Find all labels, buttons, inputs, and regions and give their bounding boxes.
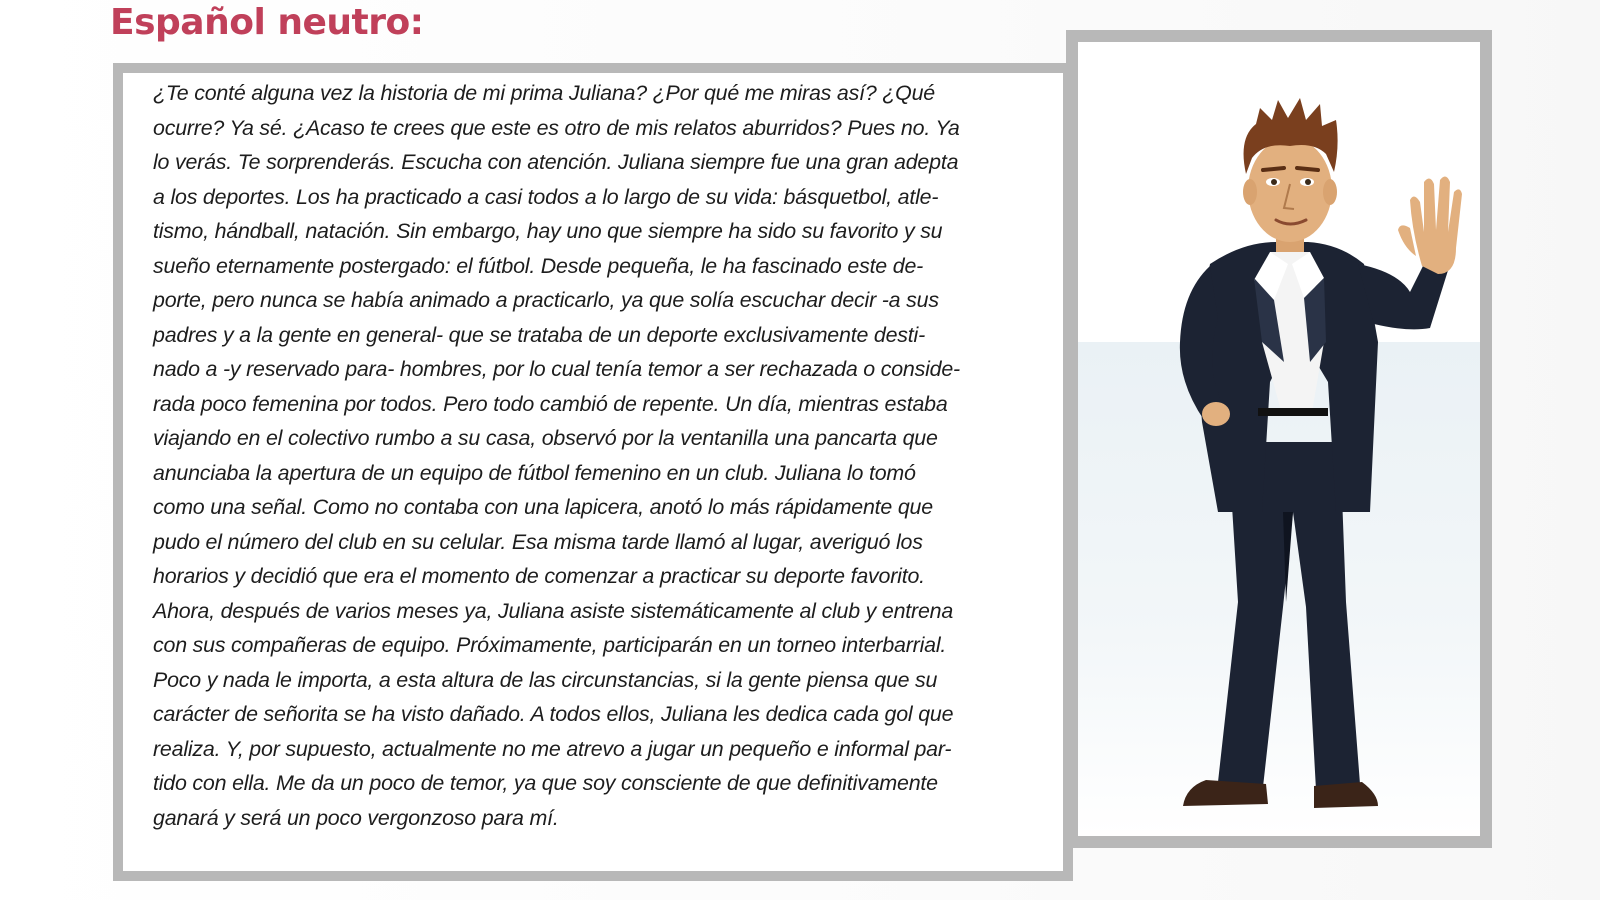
illustration-panel xyxy=(1078,42,1480,836)
story-line: ganará y será un poco vergonzoso para mí. xyxy=(153,805,559,830)
story-line: realiza. Y, por supuesto, actualmente no me atrevo a jugar un pequeño e informal par- xyxy=(153,736,952,761)
story-line: horarios y decidió que era el momento de comenzar a practicar su deporte favorito. xyxy=(153,564,925,588)
story-line: sueño eternamente postergado: el fútbol. Desde pequeña, le ha fascinado este de- xyxy=(153,253,924,278)
face xyxy=(1248,138,1332,242)
story-line: viajando en el colectivo rumbo a su casa, observó por la ventanilla una pancarta que xyxy=(153,426,938,450)
story-line: como una señal. Como no contaba con una lapicera, anotó lo más rápidamente que xyxy=(153,495,933,519)
story-line: ocurre? Ya sé. ¿Acaso te crees que este es otro de mis relatos aburridos? Pues no. Ya xyxy=(153,115,960,140)
story-line: Ahora, después de varios meses ya, Juliana asiste sistemáticamente al club y entrena xyxy=(153,598,954,623)
story-line: lo verás. Te sorprenderás. Escucha con atención. Juliana siempre fue una gran adepta xyxy=(153,150,959,174)
story-line: ¿Te conté alguna vez la historia de mi prima Juliana? ¿Por qué me miras así? ¿Qué xyxy=(153,81,935,105)
story-line: porte, pero nunca se había animado a practicarlo, ya que solía escuchar decir -a sus xyxy=(153,288,939,312)
story-line: carácter de señorita se ha visto dañado. A todos ellos, Juliana les dedica cada gol que xyxy=(153,702,954,726)
waving-man-icon xyxy=(1078,42,1480,836)
left-shoe xyxy=(1183,780,1268,806)
story-line: Poco y nada le importa, a esta altura de las circunstancias, si la gente piensa que su xyxy=(153,667,938,692)
story-line: pudo el número del club en su celular. Esa misma tarde llamó al lugar, averiguó los xyxy=(153,529,923,554)
story-line: con sus compañeras de equipo. Próximamente, participarán en un torneo interbarrial. xyxy=(153,633,947,657)
story-line: padres y a la gente en general- que se trataba de un deporte exclusivamente desti- xyxy=(153,322,925,347)
right-shoe xyxy=(1314,782,1378,808)
story-line: nado a -y reservado para- hombres, por lo cual tenía temor a ser rechazada o conside- xyxy=(153,357,960,381)
story-line: rada poco femenina por todos. Pero todo cambió de repente. Un día, mientras estaba xyxy=(153,391,948,416)
story-line: a los deportes. Los ha practicado a casi todos a lo largo de su vida: básquetbol, atle- xyxy=(153,184,939,209)
waving-hand xyxy=(1410,176,1462,274)
story-line: tido con ella. Me da un poco de temor, ya que soy consciente de que definitivamente xyxy=(153,771,938,795)
story-line: anunciaba la apertura de un equipo de fútbol femenino en un club. Juliana lo tomó xyxy=(153,460,916,485)
story-line: tismo, hándball, natación. Sin embargo, hay uno que siempre ha sido su favorito y su xyxy=(153,219,943,243)
page-title: Español neutro: xyxy=(110,2,424,43)
story-paragraph xyxy=(153,76,1048,835)
